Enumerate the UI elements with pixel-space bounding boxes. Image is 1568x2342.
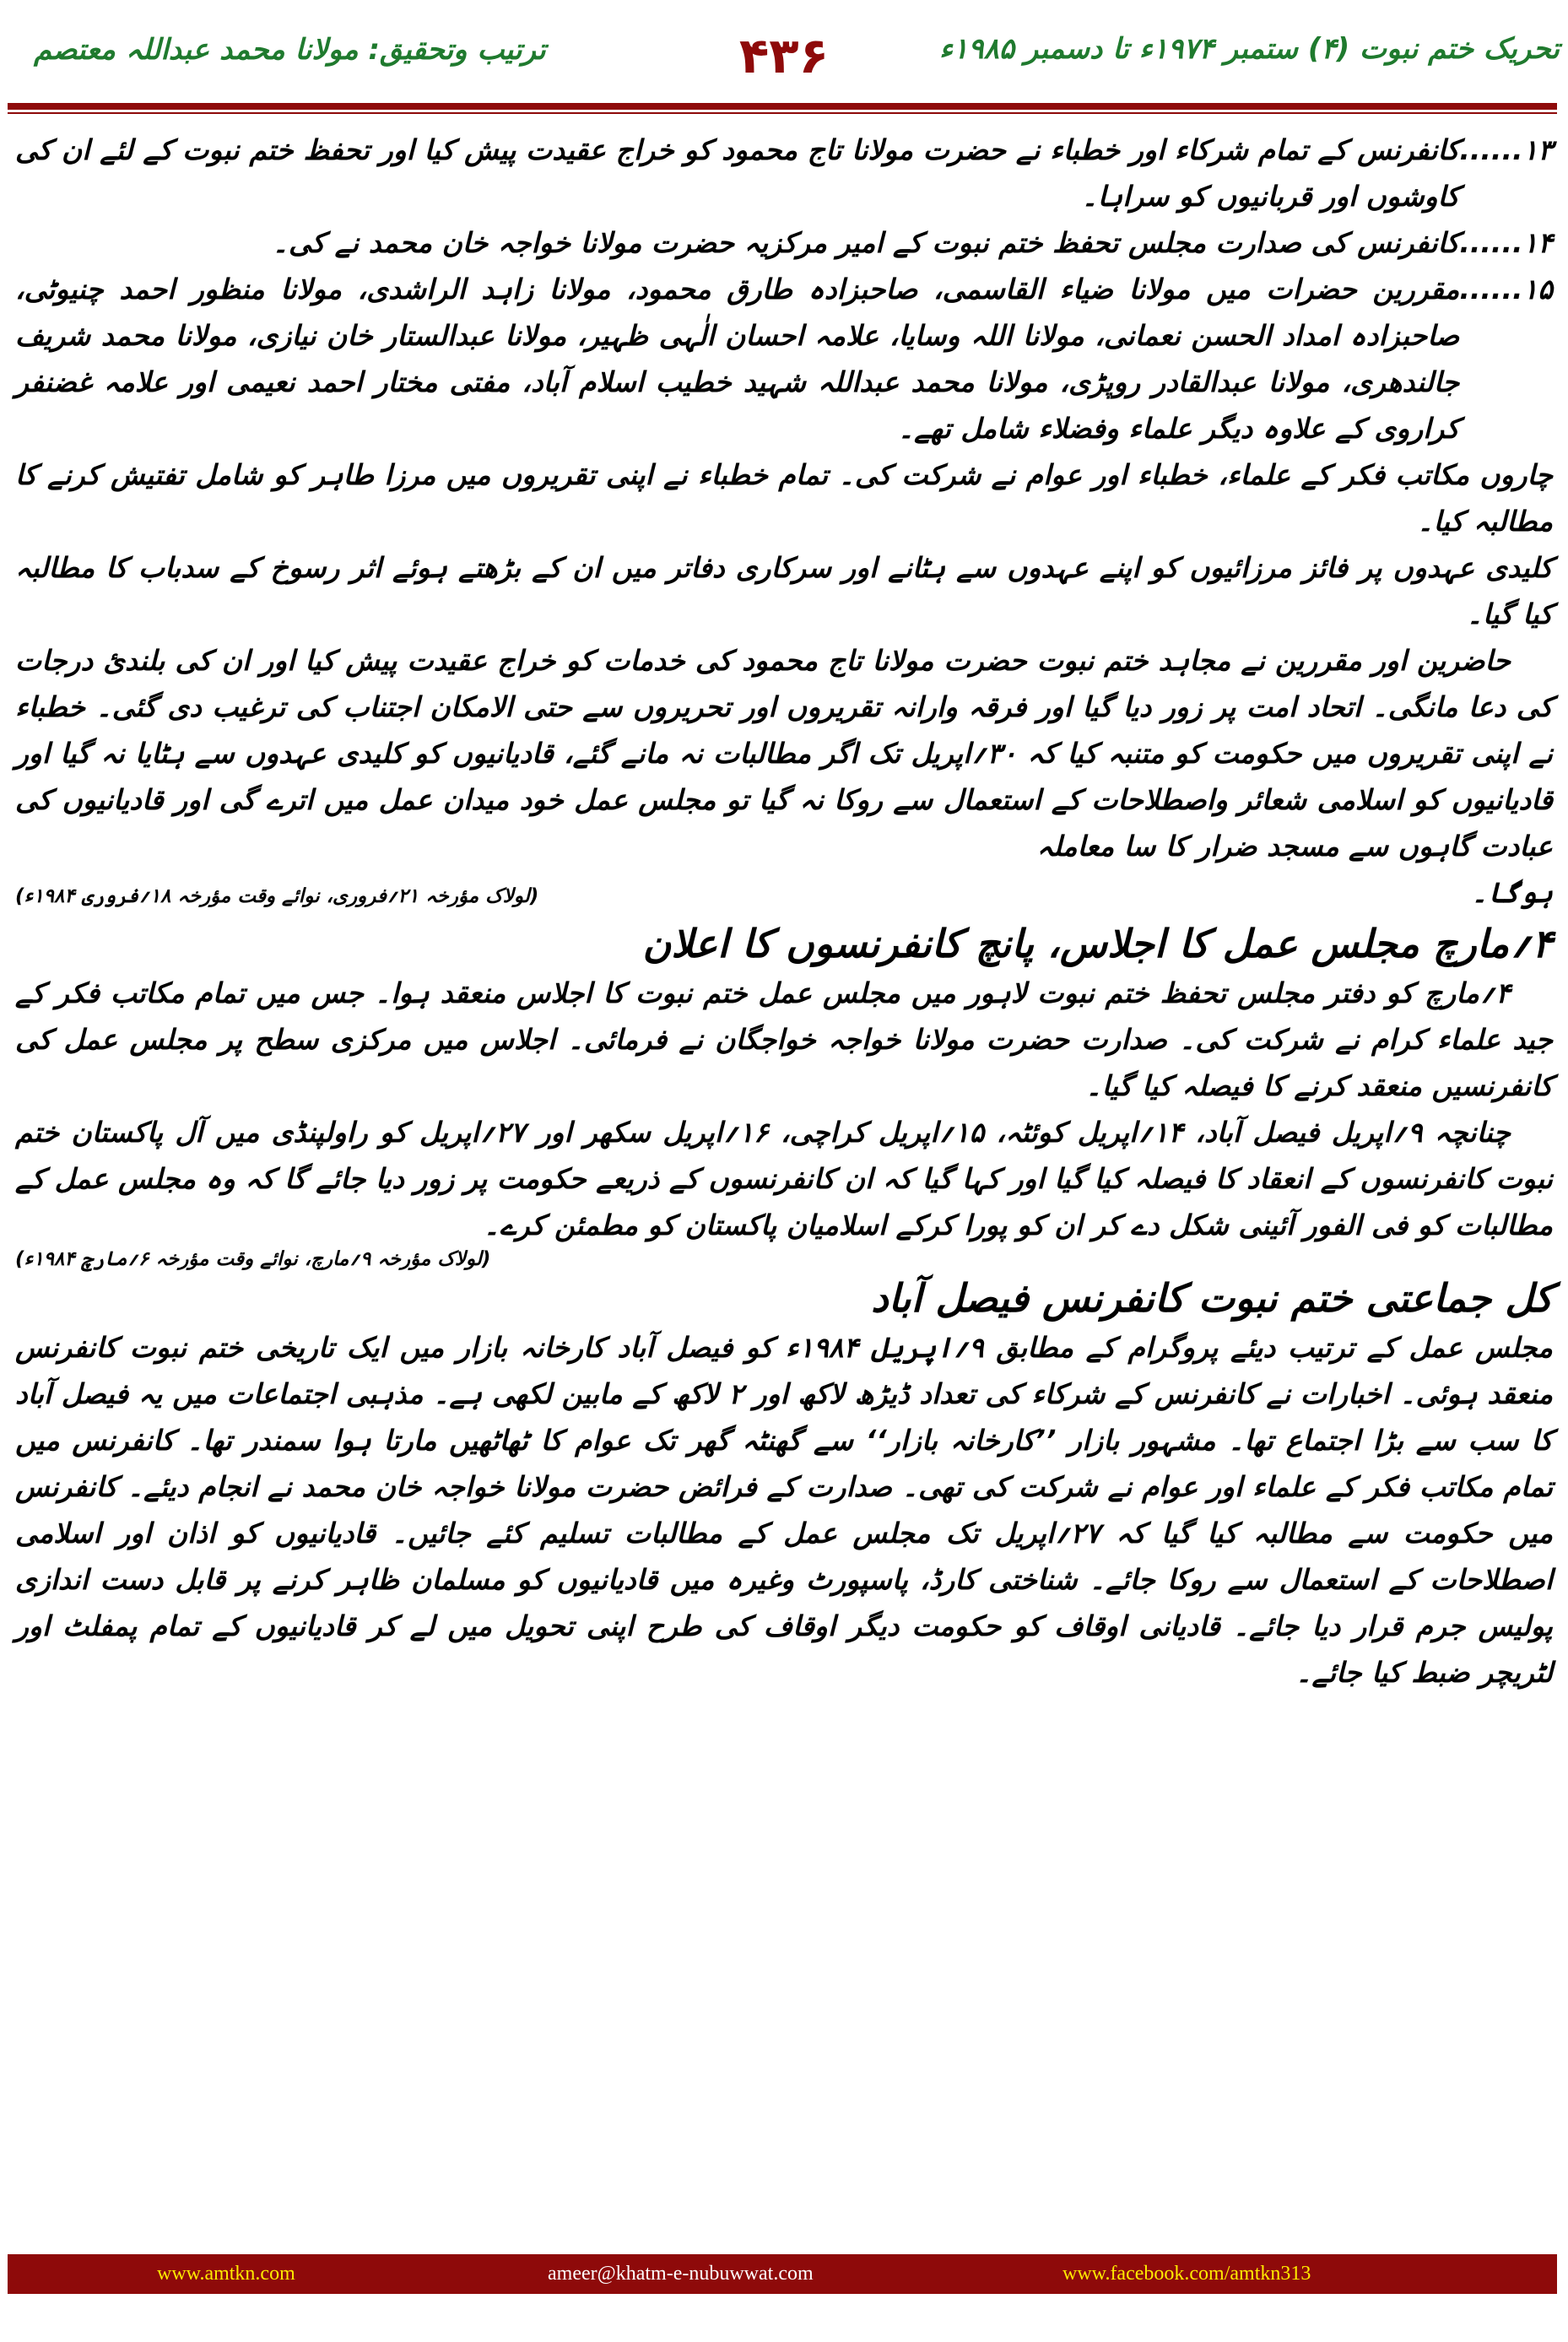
item-text: کانفرنس کے تمام شرکاء اور خطباء نے حضرت مولانا تاج محمود کو خراج عقیدت پیش کیا اور تحفظ ختم نبوت کے لئے ان کی کاوشوں اور قربانیوں کو سراہا۔: [15, 133, 1460, 213]
item-number: ۱۵......: [1459, 273, 1553, 306]
list-item: [15, 127, 1553, 219]
paragraph: چاروں مکاتب فکر کے علماء، خطباء اور عوام نے شرکت کی۔ تمام خطباء نے اپنی تقریروں میں مرزا طاہر کو شامل تفتیش کرنے کا مطالبہ کیا۔: [15, 458, 1553, 538]
item-text: مقررین حضرات میں مولانا ضیاء القاسمی، صاحبزادہ طارق محمود، مولانا زاہد الراشدی، مولانا منظور احمد چنیوٹی، صاحبزادہ امداد الحسن نعمانی، مولانا اللہ وسایا، علامہ احسان الٰہی ظہیر، مولانا عبدالستار خان نیازی، مولانا محمد شریف جالندھری، مولانا عبدالقادر روپڑی، مولانا محمد عبداللہ شہید خطیب اسلام آباد، مفتی مختار احمد نعیمی اور علامہ غضنفر کراروی کے علاوہ دیگر علماء وفضلاء شامل تھے۔: [15, 273, 1460, 445]
citation-row: [15, 1248, 1553, 1270]
item-number: ۱۳......: [1459, 133, 1553, 166]
item-text: کانفرنس کی صدارت مجلس تحفظ ختم نبوت کے امیر مرکزیہ حضرت مولانا خواجہ خان محمد نے کی۔: [272, 226, 1460, 259]
paragraph: حاضرین اور مقررین نے مجاہد ختم نبوت حضرت مولانا تاج محمود کی خدمات کو خراج عقیدت پیش کیا اور ان کی بلندیٔ درجات کی دعا مانگی۔ اتحاد امت پر زور دیا گیا اور فرقہ وارانہ تقریروں اور تحریروں سے حتی الامکان اجتناب کی ترغیب دی گئی۔ خطباء نے اپنی تقریروں میں حکومت کو متنبہ کیا کہ ۳۰؍اپریل تک اگر مطالبات نہ مانے گئے، قادیانیوں کو کلیدی عہدوں سے ہٹایا نہ گیا اور قادیانیوں کو اسلامی شعائر واصطلاحات کے استعمال سے روکا نہ گیا تو مجلس عمل خود میدان عمل میں اترے گی اور قادیانیوں کی عبادت گاہوں سے مسجد ضرار کا سا معاملہ: [15, 644, 1553, 863]
paragraph: ۴؍مارچ کو دفتر مجلس تحفظ ختم نبوت لاہور میں مجلس عمل ختم نبوت کا اجلاس منعقد ہوا۔ جس میں تمام مکاتب فکر کے جید علماء کرام نے شرکت کی۔ صدارت حضرت مولانا خواجہ خواجگان نے فرمائی۔ اجلاس میں مرکزی سطح پر مجلس عمل کی کانفرنسیں منعقد کرنے کا فیصلہ کیا گیا۔: [15, 976, 1553, 1102]
website-link[interactable]: www.amtkn.com: [157, 2263, 295, 2285]
page-number: ۴۳۶: [738, 27, 830, 84]
citation-row: [15, 869, 1553, 916]
paragraph: کلیدی عہدوں پر فائز مرزائیوں کو اپنے عہدوں سے ہٹانے اور سرکاری دفاتر میں ان کے بڑھتے ہوئے اثر رسوخ کے سدباب کا مطالبہ کیا گیا۔: [15, 551, 1553, 630]
book-title: تحریک ختم نبوت (۴) ستمبر ۱۹۷۴ء تا دسمبر ۱۹۸۵ء: [939, 32, 1560, 66]
list-item: [15, 266, 1553, 452]
compiler-credit: ترتیب وتحقیق: مولانا محمد عبداللہ معتصم: [34, 33, 546, 67]
section-heading: کل جماعتی ختم نبوت کانفرنس فیصل آباد: [871, 1275, 1553, 1321]
paragraph: مجلس عمل کے ترتیب دیئے پروگرام کے مطابق ۹؍اپریل ۱۹۸۴ء کو فیصل آباد کارخانہ بازار میں ایک تاریخی ختم نبوت کانفرنس منعقد ہوئی۔ اخبارات نے کانفرنس کے شرکاء کی تعداد ڈیڑھ لاکھ اور ۲ لاکھ کے مابین لکھی ہے۔ مذہبی اجتماعات میں یہ فیصل آباد کا سب سے بڑا اجتماع تھا۔ مشہور بازار ’’کارخانہ بازار‘‘ سے گھنٹہ گھر تک عوام کا ٹھاٹھیں مارتا ہوا سمندر تھا۔ کانفرنس میں تمام مکاتب فکر کے علماء اور عوام نے شرکت کی تھی۔ صدارت کے فرائض حضرت مولانا خواجہ خان محمد نے انجام دیئے۔ کانفرنس میں حکومت سے مطالبہ کیا گیا کہ ۲۷؍اپریل تک مجلس عمل کے مطالبات تسلیم کئے جائیں۔ قادیانیوں کو اذان اور اسلامی اصطلاحات کے استعمال سے روکا جائے۔ شناختی کارڈ، پاسپورٹ وغیرہ میں قادیانیوں کو مسلمان ظاہر کرنے پر قابل دست اندازی پولیس جرم قرار دیا جائے۔ قادیانی اوقاف کو حکومت دیگر اوقاف کی طرح اپنی تحویل میں لے کر قادیانیوں کے تمام پمفلٹ اور لٹریچر ضبط کیا جائے۔: [15, 1331, 1553, 1689]
footer-bar: [8, 2254, 1557, 2294]
page-header: [0, 17, 1568, 93]
email-link[interactable]: ameer@khatm-e-nubuwwat.com: [548, 2263, 814, 2285]
header-rule-thick: [8, 103, 1557, 110]
citation: (لولاک مؤرخہ ۹؍مارچ، نوائے وقت مؤرخہ ۶؍مارچ ۱۹۸۴ء): [15, 1248, 491, 1270]
list-item: [15, 219, 1553, 266]
facebook-link[interactable]: www.facebook.com/amtkn313: [1062, 2263, 1311, 2285]
section-heading: ۴؍مارچ مجلس عمل کا اجلاس، پانچ کانفرنسوں کا اعلان: [642, 921, 1553, 966]
citation: (لولاک مؤرخہ ۲۱؍فروری، نوائے وقت مؤرخہ ۱۸؍فروری ۱۹۸۴ء): [15, 885, 539, 907]
item-number: ۱۴......: [1459, 226, 1553, 259]
paragraph: چنانچہ ۹؍اپریل فیصل آباد، ۱۴؍اپریل کوئٹہ، ۱۵؍اپریل کراچی، ۱۶؍اپریل سکھر اور ۲۷؍اپریل کو راولپنڈی میں آل پاکستان ختم نبوت کانفرنسوں کے انعقاد کا فیصلہ کیا گیا اور کہا گیا کہ ان کانفرنسوں کے ذریعے حکومت پر زور دیا جائے گا کہ وہ مجلس عمل کے مطالبات کو فی الفور آئینی شکل دے کر ان کو پورا کرکے اسلامیان پاکستان کو مطمئن کرے۔: [15, 1116, 1553, 1241]
paragraph-tail: ہوگا۔: [1471, 876, 1553, 909]
page-body: [15, 127, 1553, 1696]
header-rule-thin: [8, 112, 1557, 114]
